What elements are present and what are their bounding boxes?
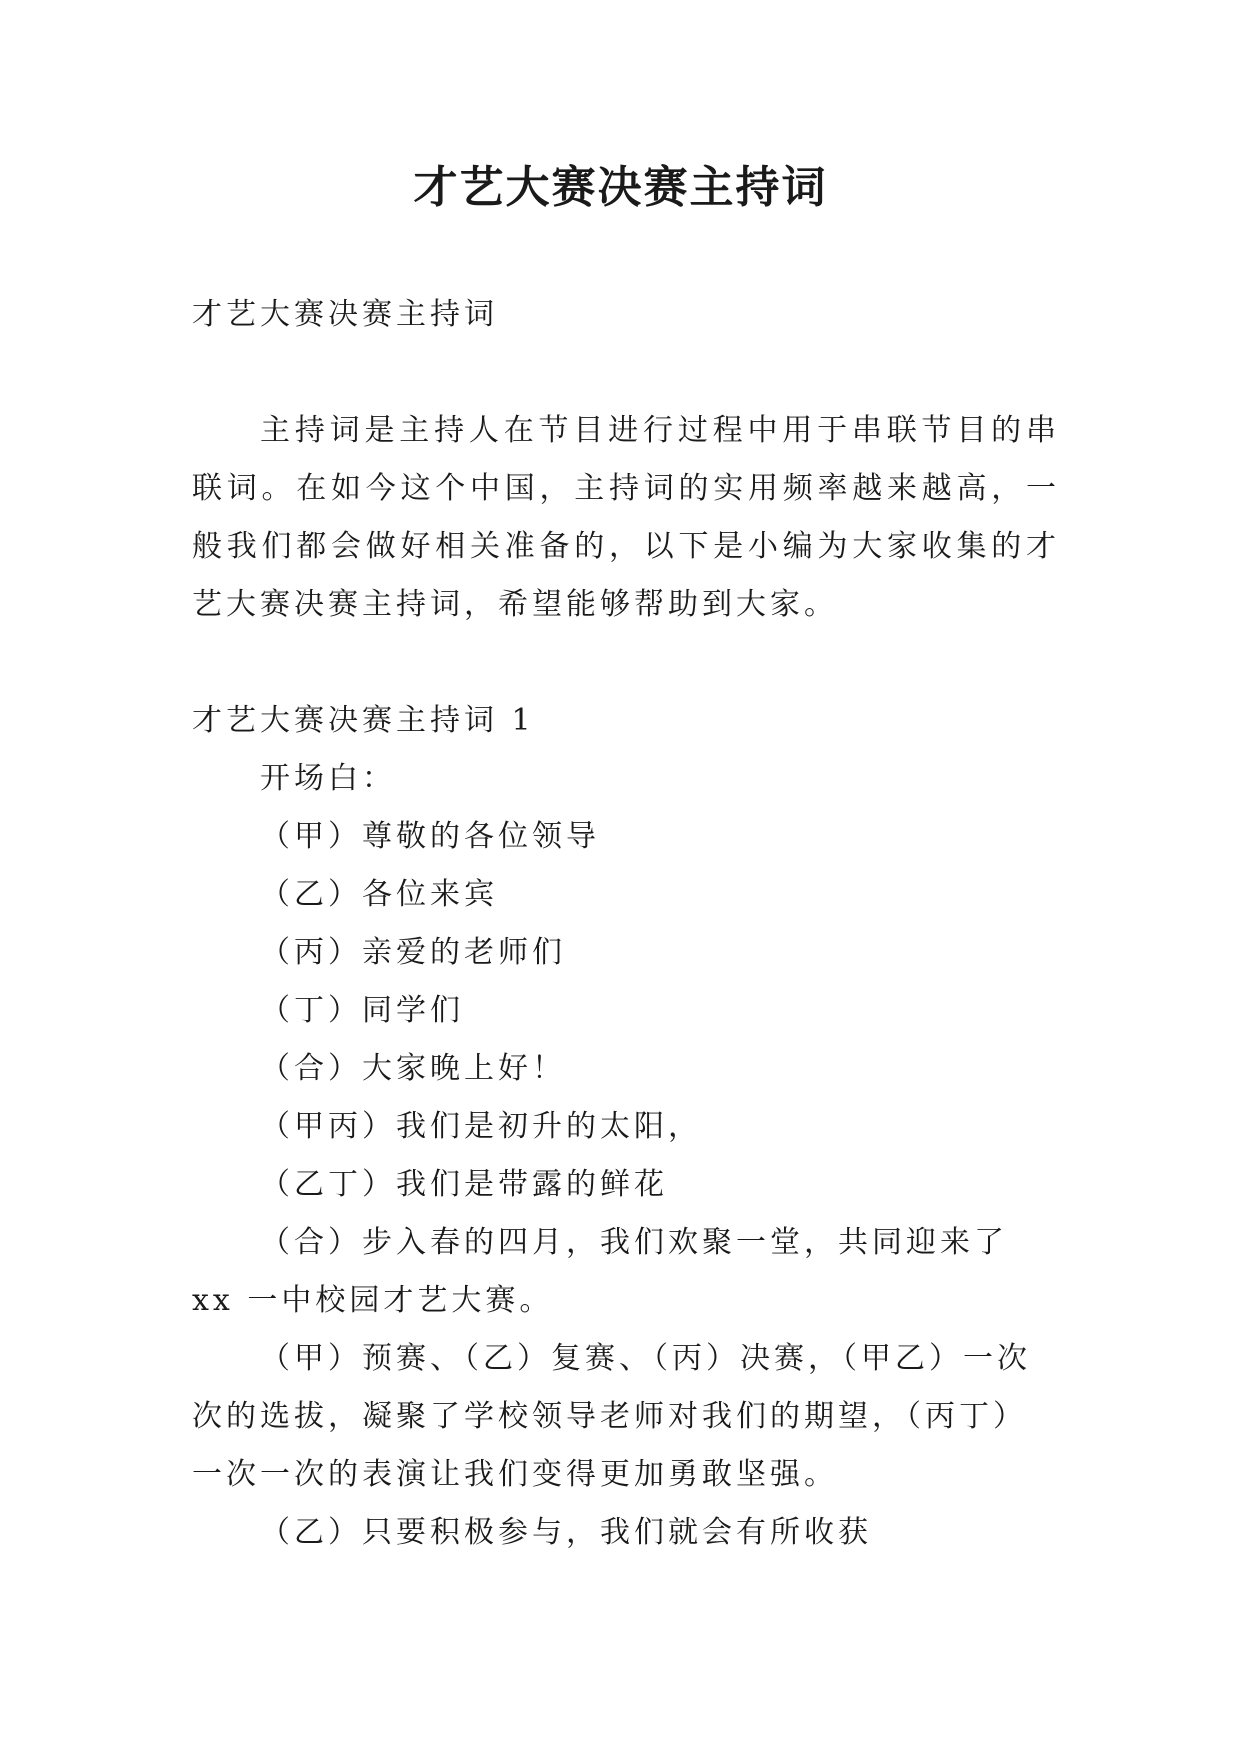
intro-paragraph: 主持词是主持人在节目进行过程中用于串联节目的串联词。在如今这个中国，主持词的实用频率越来越高，一般我们都会做好相关准备的，以下是小编为大家收集的才艺大赛决赛主持词，希望能够帮助到大家。 — [192, 413, 1060, 622]
section-heading: 才艺大赛决赛主持词 1 — [192, 703, 535, 738]
dialogue-line: （甲丙）我们是初升的太阳， — [260, 1109, 702, 1144]
dialogue-line: （乙丁）我们是带露的鲜花 — [260, 1167, 668, 1202]
dialogue-line: （乙）各位来宾 — [260, 877, 498, 912]
dialogue-line: （合）大家晚上好！ — [260, 1051, 566, 1086]
dialogue-line: （甲）尊敬的各位领导 — [260, 819, 600, 854]
dialogue-paragraph: （甲）预赛、（乙）复赛、（丙）决赛，（甲乙）一次次的选拔，凝聚了学校领导老师对我们的期望，（丙丁）一次一次的表演让我们变得更加勇敢坚强。 — [192, 1341, 1031, 1492]
dialogue-line: （乙）只要积极参与，我们就会有所收获 — [260, 1515, 872, 1550]
dialogue-paragraph: （合）步入春的四月，我们欢聚一堂，共同迎来了 xx 一中校园才艺大赛。 — [192, 1225, 1008, 1318]
dialogue-line: （丙）亲爱的老师们 — [260, 935, 566, 970]
dialogue-line: （丁）同学们 — [260, 993, 464, 1028]
document-subtitle: 才艺大赛决赛主持词 — [192, 297, 498, 332]
opening-label: 开场白： — [260, 761, 396, 796]
document-title: 才艺大赛决赛主持词 — [413, 162, 828, 213]
document-body — [192, 286, 1060, 1562]
